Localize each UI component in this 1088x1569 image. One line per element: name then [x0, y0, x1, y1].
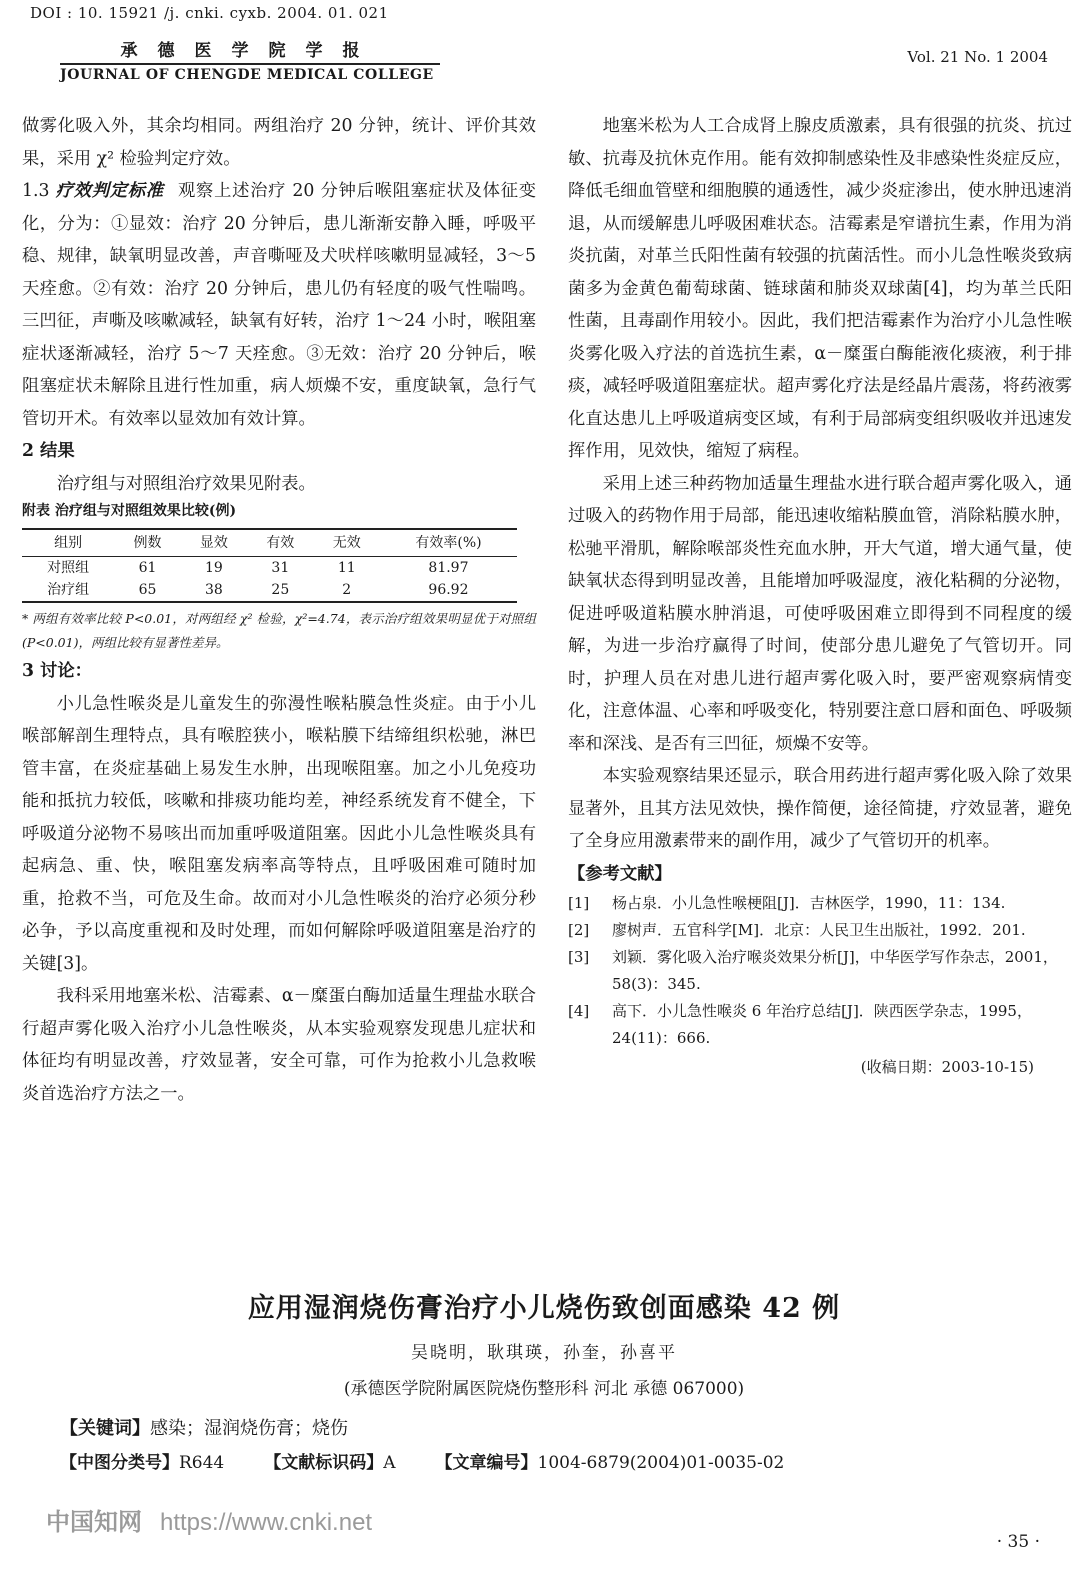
doi-line: DOI : 10. 15921 /j. cnki. cyxb. 2004. 01. 021: [30, 4, 389, 22]
article-authors: 吴晓明，耿琪瑛，孙奎，孙喜平: [411, 1343, 677, 1363]
table-cell: 81.97: [428, 560, 469, 576]
section-number: 1.3: [22, 181, 50, 201]
table-cell: 31: [271, 560, 290, 576]
reference-text: 刘颖．雾化吸入治疗喉炎效果分析[J]，中华医学写作杂志，2001，58(3)：345.: [612, 948, 1058, 993]
table-header-row: [22, 529, 517, 557]
discussion-paragraph-1: 小儿急性喉炎是儿童发生的弥漫性喉粘膜急性炎症。由于小儿喉部解剖生理特点，具有喉腔狭小，喉粘膜下结缔组织松驰，淋巴管丰富，在炎症基础上易发生水肿，出现喉阻塞。加之小儿免疫功能和抵抗力较低，咳嗽和排痰功能均差，神经系统发育不健全，下呼吸道分泌物不易咳出而加重呼吸道阻塞。因此小儿急性喉炎具有起病急、重、快，喉阻塞发病率高等特点，且呼吸困难可随时加重，抢救不当，可危及生命。故而对小儿急性喉炎的治疗必须分秒必争，予以高度重视和及时处理，而如何解除呼吸道阻塞是治疗的关键[3]。: [22, 693, 536, 974]
table-header-cell: 有效: [247, 529, 313, 557]
reference-item: [568, 917, 1072, 944]
clc-value: R644: [179, 1453, 225, 1473]
doc-code-item: [264, 1448, 395, 1473]
reference-number: [2]: [568, 921, 590, 939]
results-table: [22, 528, 517, 603]
volume-issue: Vol. 21 No. 1 2004: [907, 48, 1048, 66]
article-no-label: 【文章编号】: [435, 1453, 538, 1473]
keywords-value: 感染；湿润烧伤膏；烧伤: [150, 1418, 348, 1439]
table-cell: 96.92: [380, 579, 517, 602]
article-no-item: [436, 1448, 785, 1473]
journal-masthead: [60, 36, 440, 83]
reference-item: [568, 998, 1072, 1052]
reference-text: 高下．小儿急性喉炎 6 年治疗总结[J]．陕西医学杂志，1995，24(11)：666.: [612, 1002, 1032, 1047]
clc-item: [60, 1448, 224, 1473]
article-title: 应用湿润烧伤膏治疗小儿烧伤致创面感染 42 例: [247, 1293, 841, 1324]
table-footnote: * 两组有效率比较 P<0.01，对两组经 χ² 检验，χ²=4.74，表示治疗组效果明显优于对照组(P<0.01)，两组比较有显著性差异。: [22, 611, 536, 650]
doc-code-label: 【文献标识码】: [264, 1453, 384, 1473]
watermark-cn: 中国知网: [46, 1509, 142, 1536]
reference-text: 杨占泉．小儿急性喉梗阻[J]．吉林医学，1990，11：134.: [612, 894, 1006, 912]
table-cell: 65: [114, 579, 180, 602]
discussion-paragraph-5: 本实验观察结果还显示，联合用药进行超声雾化吸入除了效果显著外，且其方法见效快，操作简便，途径简捷，疗效显著，避免了全身应用激素带来的副作用，减少了气管切开的机率。: [568, 766, 1072, 851]
journal-name-cn: 承德医学院学报: [120, 41, 380, 61]
table-cell: 19: [204, 560, 223, 576]
paragraph-continuation: 做雾化吸入外，其余均相同。两组治疗 20 分钟，统计、评价其效果，采用 χ² 检验判定疗效。: [22, 116, 536, 169]
table-cell: 2: [314, 579, 380, 602]
section-text: 观察上述治疗 20 分钟后喉阻塞症状及体征变化，分为：①显效：治疗 20 分钟后，患儿渐渐安静入睡，呼吸平稳、规律，缺氧明显改善，声音嘶哑及犬吠样咳嗽明显减轻，3～5 天痊愈。②有效：治疗 20 分钟后，患儿仍有轻度的吸气性喘鸣。三凹征，声嘶及咳嗽减轻，缺氧有好转，治疗 1～24 小时，喉阻塞症状逐渐减轻，治疗 5～7 天痊愈。③无效：治疗 20 分钟后，喉阻塞症状未解除且进行性加重，病人烦燥不安，重度缺氧，急行气管切开术。有效率以显效加有效计算。: [22, 181, 536, 429]
section-2-heading: 2 结果: [22, 441, 75, 461]
table-row: [22, 579, 517, 602]
cnki-watermark: [46, 1502, 372, 1537]
left-column: [22, 110, 536, 1110]
discussion-paragraph-4: 采用上述三种药物加适量生理盐水进行联合超声雾化吸入，通过吸入的药物作用于局部，能迅速收缩粘膜血管，消除粘膜水肿，松驰平滑肌，解除喉部炎性充血水肿，开大气道，增大通气量，使缺氧状态得到明显改善，且能增加呼吸湿度，液化粘稠的分泌物，促进呼吸道粘膜水肿消退，可使呼吸困难立即得到不同程度的缓解，为进一步治疗赢得了时间，使部分患儿避免了气管切开。同时，护理人员在对患儿进行超声雾化吸入时，要严密观察病情变化，注意体温、心率和呼吸变化，特别要注意口唇和面色、呼吸频率和深浅、是否有三凹征，烦燥不安等。: [568, 473, 1072, 754]
reference-number: [3]: [568, 948, 590, 966]
watermark-url: https://www.cnki.net: [160, 1509, 373, 1536]
table-header-cell: 组别: [22, 529, 114, 557]
table-cell: 治疗组: [22, 579, 114, 602]
discussion-paragraph-3: 地塞米松为人工合成肾上腺皮质激素，具有很强的抗炎、抗过敏、抗毒及抗休克作用。能有效抑制感染性及非感染性炎症反应，降低毛细血管壁和细胞膜的通透性，减少炎症渗出，使水肿迅速消退，从而缓解患儿呼吸困难状态。洁霉素是窄谱抗生素，作用为消炎抗菌，对革兰氏阳性菌有较强的抗菌活性。而小儿急性喉炎致病菌多为金黄色葡萄球菌、链球菌和肺炎双球菌[4]，均为革兰氏阳性菌，且毒副作用较小。因此，我们把洁霉素作为治疗小儿急性喉炎雾化吸入疗法的首选抗生素，α－糜蛋白酶能液化痰液，利于排痰，减轻呼吸道阻塞症状。超声雾化疗法是经晶片震荡，将药液雾化直达患儿上呼吸道病变区域，有利于局部病变组织吸收并迅速发挥作用，见效快，缩短了病程。: [568, 116, 1072, 461]
section-3-heading: 3 讨论：: [22, 661, 92, 681]
doc-code-value: A: [383, 1453, 396, 1473]
reference-item: [568, 944, 1072, 998]
table-row: [22, 557, 517, 580]
table-cell: 11: [337, 560, 356, 576]
received-date: (收稿日期：2003-10-15): [860, 1058, 1034, 1076]
article-affiliation: (承德医学院附属医院烧伤整形科 河北 承德 067000): [343, 1379, 745, 1399]
article-no-value: 1004-6879(2004)01-0035-02: [537, 1453, 785, 1473]
table-header-cell: 无效: [314, 529, 380, 557]
table-cell: 38: [181, 579, 247, 602]
reference-number: [4]: [568, 1002, 590, 1020]
table-header-cell: 显效: [181, 529, 247, 557]
clc-label: 【中图分类号】: [60, 1453, 179, 1473]
keywords-line: [60, 1414, 348, 1440]
discussion-paragraph-2: 我科采用地塞米松、洁霉素、α－糜蛋白酶加适量生理盐水联合行超声雾化吸入治疗小儿急性喉炎，从本实验观察发现患儿症状和体征均有明显改善，疗效显著，安全可靠，可作为抢救小儿急救喉炎首选治疗方法之一。: [22, 986, 536, 1104]
section-title: 疗效判定标准: [55, 181, 164, 201]
reference-text: 廖树声．五官科学[M]．北京：人民卫生出版社，1992．201.: [612, 921, 1026, 939]
reference-item: [568, 890, 1072, 917]
journal-name-en: JOURNAL OF CHENGDE MEDICAL COLLEGE: [60, 67, 434, 83]
keywords-label: 【关键词】: [60, 1418, 150, 1439]
table-header-cell: 例数: [114, 529, 180, 557]
masthead-rule: [60, 63, 440, 65]
page-number: · 35 ·: [996, 1532, 1040, 1552]
table-title: 附表 治疗组与对照组效果比较(例): [22, 503, 237, 519]
table-cell: 对照组: [47, 560, 90, 576]
reference-number: [1]: [568, 894, 590, 912]
classification-line: [60, 1448, 1040, 1473]
references-heading: 【参考文献】: [568, 863, 672, 884]
table-cell: 61: [138, 560, 157, 576]
right-column: [568, 110, 1072, 1082]
table-cell: 25: [247, 579, 313, 602]
results-paragraph: 治疗组与对照组治疗效果见附表。: [56, 473, 316, 494]
table-header-cell: 有效率(%): [380, 529, 517, 557]
section-1-3: [22, 175, 536, 435]
